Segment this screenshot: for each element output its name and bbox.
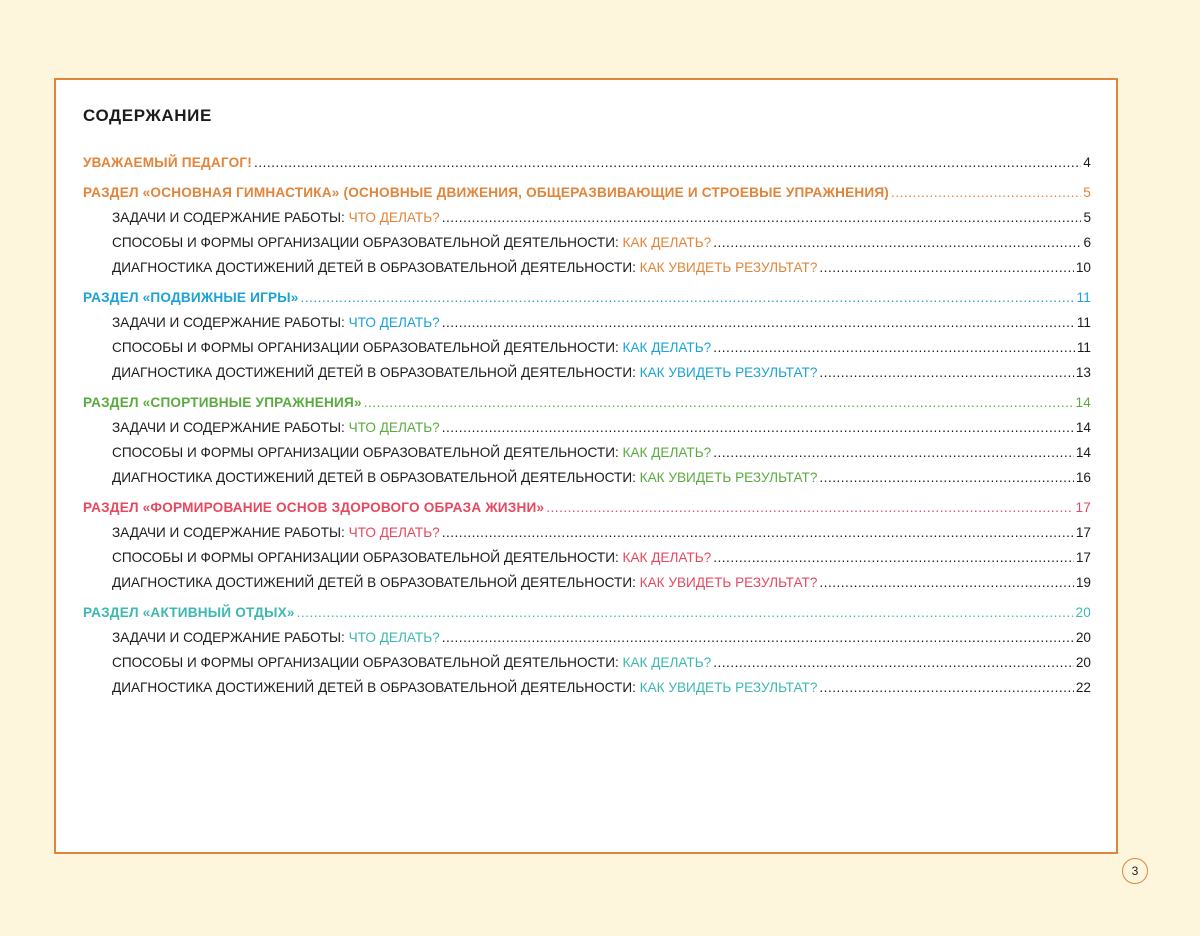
- toc-accent: КАК УВИДЕТЬ РЕЗУЛЬТАТ?: [639, 260, 818, 275]
- toc-page-number: 22: [1075, 680, 1091, 695]
- dot-leader: [891, 185, 1081, 200]
- toc-section-label: РАЗДЕЛ «АКТИВНЫЙ ОТДЫХ»: [83, 605, 295, 620]
- toc-accent: ЧТО ДЕЛАТЬ?: [348, 525, 440, 540]
- toc-subentry-label: ДИАГНОСТИКА ДОСТИЖЕНИЙ ДЕТЕЙ В ОБРАЗОВАТЕЛЬНОЙ ДЕЯТЕЛЬНОСТИ: КАК УВИДЕТЬ РЕЗУЛЬТАТ?: [112, 365, 818, 380]
- toc-subentry[interactable]: [83, 340, 1091, 365]
- page-number-badge: 3: [1122, 858, 1148, 884]
- dot-leader: [819, 260, 1073, 275]
- toc-accent: КАК УВИДЕТЬ РЕЗУЛЬТАТ?: [639, 680, 818, 695]
- toc-subentry-label: ЗАДАЧИ И СОДЕРЖАНИЕ РАБОТЫ: ЧТО ДЕЛАТЬ?: [112, 630, 440, 645]
- toc-page-number: 19: [1075, 575, 1091, 590]
- toc-accent: ЧТО ДЕЛАТЬ?: [348, 315, 440, 330]
- toc-page-number: 10: [1075, 260, 1091, 275]
- toc-accent: ЧТО ДЕЛАТЬ?: [348, 630, 440, 645]
- toc-page-number: 11: [1076, 290, 1091, 305]
- toc-accent: КАК УВИДЕТЬ РЕЗУЛЬТАТ?: [639, 470, 818, 485]
- toc-subentry-label: ДИАГНОСТИКА ДОСТИЖЕНИЙ ДЕТЕЙ В ОБРАЗОВАТЕЛЬНОЙ ДЕЯТЕЛЬНОСТИ: КАК УВИДЕТЬ РЕЗУЛЬТАТ?: [112, 680, 818, 695]
- dot-leader: [819, 365, 1073, 380]
- toc-subentry[interactable]: [83, 445, 1091, 470]
- dot-leader: [819, 680, 1073, 695]
- toc-page-number: 14: [1075, 420, 1091, 435]
- dot-leader: [713, 235, 1081, 250]
- toc-page-number: 6: [1083, 235, 1091, 250]
- toc-accent: ЧТО ДЕЛАТЬ?: [348, 210, 440, 225]
- toc-page-number: 20: [1075, 630, 1091, 645]
- toc-subentry[interactable]: [83, 420, 1091, 445]
- toc-page-number: 4: [1083, 155, 1091, 170]
- toc-page-number: 11: [1076, 340, 1091, 355]
- toc-subentry[interactable]: [83, 630, 1091, 655]
- toc-subentry-label: СПОСОБЫ И ФОРМЫ ОРГАНИЗАЦИИ ОБРАЗОВАТЕЛЬНОЙ ДЕЯТЕЛЬНОСТИ: КАК ДЕЛАТЬ?: [112, 340, 712, 355]
- toc-subentry[interactable]: [83, 365, 1091, 390]
- dot-leader: [819, 470, 1073, 485]
- toc-section-sport-exercises[interactable]: [83, 395, 1091, 420]
- toc-page-number: 11: [1076, 315, 1091, 330]
- toc-accent: КАК ДЕЛАТЬ?: [622, 445, 712, 460]
- dot-leader: [301, 290, 1075, 305]
- toc-accent: КАК УВИДЕТЬ РЕЗУЛЬТАТ?: [639, 365, 818, 380]
- toc-page-number: 20: [1075, 655, 1091, 670]
- dot-leader: [364, 395, 1074, 410]
- dot-leader: [713, 655, 1074, 670]
- dot-leader: [442, 315, 1075, 330]
- toc-subentry-label: ЗАДАЧИ И СОДЕРЖАНИЕ РАБОТЫ: ЧТО ДЕЛАТЬ?: [112, 420, 440, 435]
- toc-subentry-label: СПОСОБЫ И ФОРМЫ ОРГАНИЗАЦИИ ОБРАЗОВАТЕЛЬНОЙ ДЕЯТЕЛЬНОСТИ: КАК ДЕЛАТЬ?: [112, 655, 712, 670]
- toc-section-healthy-lifestyle[interactable]: [83, 500, 1091, 525]
- toc-accent: КАК ДЕЛАТЬ?: [622, 550, 712, 565]
- toc-page-number: 14: [1075, 445, 1091, 460]
- toc-page-number: 17: [1075, 500, 1091, 515]
- toc-entry-intro[interactable]: [83, 155, 1091, 180]
- toc-section-label: РАЗДЕЛ «СПОРТИВНЫЕ УПРАЖНЕНИЯ»: [83, 395, 362, 410]
- toc-page-number: 5: [1083, 210, 1091, 225]
- table-of-contents: [83, 155, 1091, 705]
- toc-subentry[interactable]: [83, 210, 1091, 235]
- toc-accent: КАК ДЕЛАТЬ?: [622, 235, 712, 250]
- toc-section-label: РАЗДЕЛ «ФОРМИРОВАНИЕ ОСНОВ ЗДОРОВОГО ОБРАЗА ЖИЗНИ»: [83, 500, 545, 515]
- toc-accent: ЧТО ДЕЛАТЬ?: [348, 420, 440, 435]
- dot-leader: [254, 155, 1081, 170]
- dot-leader: [713, 550, 1074, 565]
- toc-subentry[interactable]: [83, 680, 1091, 705]
- dot-leader: [442, 420, 1074, 435]
- toc-subentry[interactable]: [83, 575, 1091, 600]
- dot-leader: [297, 605, 1074, 620]
- toc-subentry-label: СПОСОБЫ И ФОРМЫ ОРГАНИЗАЦИИ ОБРАЗОВАТЕЛЬНОЙ ДЕЯТЕЛЬНОСТИ: КАК ДЕЛАТЬ?: [112, 235, 712, 250]
- toc-subentry[interactable]: [83, 525, 1091, 550]
- toc-section-gymnastics[interactable]: [83, 185, 1091, 210]
- toc-subentry-label: СПОСОБЫ И ФОРМЫ ОРГАНИЗАЦИИ ОБРАЗОВАТЕЛЬНОЙ ДЕЯТЕЛЬНОСТИ: КАК ДЕЛАТЬ?: [112, 550, 712, 565]
- toc-subentry-label: ДИАГНОСТИКА ДОСТИЖЕНИЙ ДЕТЕЙ В ОБРАЗОВАТЕЛЬНОЙ ДЕЯТЕЛЬНОСТИ: КАК УВИДЕТЬ РЕЗУЛЬТАТ?: [112, 575, 818, 590]
- toc-section-outdoor-games[interactable]: [83, 290, 1091, 315]
- toc-subentry[interactable]: [83, 550, 1091, 575]
- toc-subentry-label: ЗАДАЧИ И СОДЕРЖАНИЕ РАБОТЫ: ЧТО ДЕЛАТЬ?: [112, 315, 440, 330]
- toc-section-label: РАЗДЕЛ «ПОДВИЖНЫЕ ИГРЫ»: [83, 290, 299, 305]
- dot-leader: [713, 445, 1074, 460]
- toc-accent: КАК ДЕЛАТЬ?: [622, 655, 712, 670]
- toc-subentry[interactable]: [83, 655, 1091, 680]
- toc-entry-label: УВАЖАЕМЫЙ ПЕДАГОГ!: [83, 155, 253, 170]
- toc-subentry[interactable]: [83, 235, 1091, 260]
- toc-page-number: 16: [1075, 470, 1091, 485]
- dot-leader: [442, 630, 1074, 645]
- toc-subentry-label: СПОСОБЫ И ФОРМЫ ОРГАНИЗАЦИИ ОБРАЗОВАТЕЛЬНОЙ ДЕЯТЕЛЬНОСТИ: КАК ДЕЛАТЬ?: [112, 445, 712, 460]
- content-frame: [54, 78, 1118, 854]
- dot-leader: [819, 575, 1073, 590]
- toc-page-number: 17: [1075, 550, 1091, 565]
- toc-subentry-label: ДИАГНОСТИКА ДОСТИЖЕНИЙ ДЕТЕЙ В ОБРАЗОВАТЕЛЬНОЙ ДЕЯТЕЛЬНОСТИ: КАК УВИДЕТЬ РЕЗУЛЬТАТ?: [112, 260, 818, 275]
- toc-page-number: 14: [1075, 395, 1091, 410]
- dot-leader: [442, 525, 1074, 540]
- toc-accent: КАК ДЕЛАТЬ?: [622, 340, 712, 355]
- dot-leader: [713, 340, 1075, 355]
- toc-page-number: 17: [1075, 525, 1091, 540]
- toc-page-number: 20: [1075, 605, 1091, 620]
- toc-accent: КАК УВИДЕТЬ РЕЗУЛЬТАТ?: [639, 575, 818, 590]
- toc-page-number: 13: [1075, 365, 1091, 380]
- toc-subentry-label: ДИАГНОСТИКА ДОСТИЖЕНИЙ ДЕТЕЙ В ОБРАЗОВАТЕЛЬНОЙ ДЕЯТЕЛЬНОСТИ: КАК УВИДЕТЬ РЕЗУЛЬТАТ?: [112, 470, 818, 485]
- toc-subentry[interactable]: [83, 315, 1091, 340]
- toc-page-number: 5: [1083, 185, 1091, 200]
- toc-section-active-rest[interactable]: [83, 605, 1091, 630]
- toc-subentry-label: ЗАДАЧИ И СОДЕРЖАНИЕ РАБОТЫ: ЧТО ДЕЛАТЬ?: [112, 525, 440, 540]
- toc-subentry[interactable]: [83, 260, 1091, 285]
- toc-section-label: РАЗДЕЛ «ОСНОВНАЯ ГИМНАСТИКА» (ОСНОВНЫЕ ДВИЖЕНИЯ, ОБЩЕРАЗВИВАЮЩИЕ И СТРОЕВЫЕ УПРАЖНЕНИЯ): [83, 185, 890, 200]
- page-title: СОДЕРЖАНИЕ: [83, 106, 212, 125]
- dot-leader: [546, 500, 1073, 515]
- toc-subentry-label: ЗАДАЧИ И СОДЕРЖАНИЕ РАБОТЫ: ЧТО ДЕЛАТЬ?: [112, 210, 440, 225]
- toc-subentry[interactable]: [83, 470, 1091, 495]
- dot-leader: [442, 210, 1082, 225]
